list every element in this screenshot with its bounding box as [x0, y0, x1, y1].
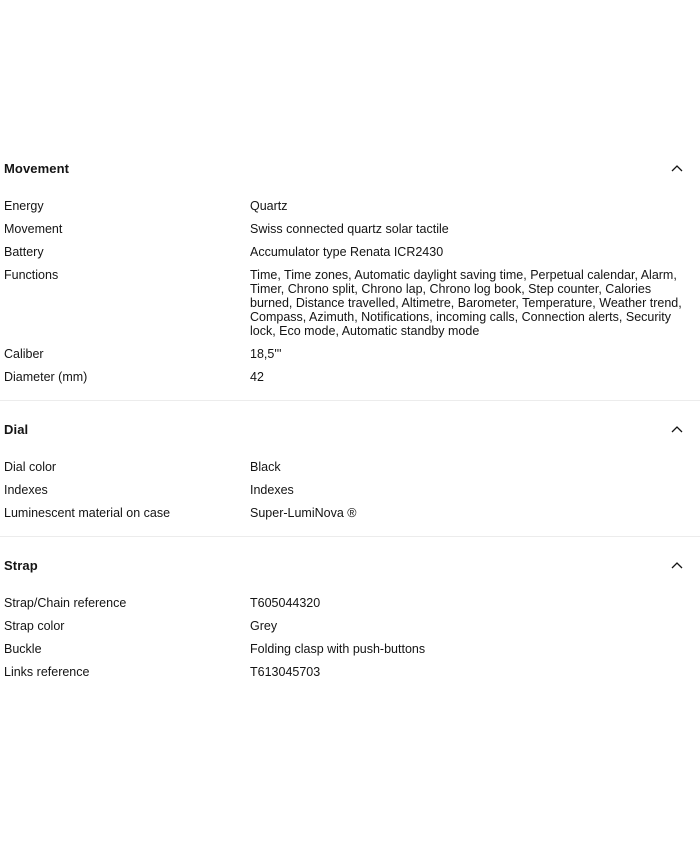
spec-value: Folding clasp with push-buttons: [250, 641, 426, 656]
spec-row-battery: [0, 240, 700, 263]
section-title: Strap: [4, 557, 38, 573]
spec-value: Quartz: [250, 198, 288, 213]
spec-row-indexes: [0, 478, 700, 501]
spec-value: T613045703: [250, 664, 321, 679]
spec-row-dial-color: [0, 455, 700, 478]
spec-row-buckle: [0, 637, 700, 660]
section-title: Movement: [4, 160, 70, 176]
spec-value: Grey: [250, 618, 278, 633]
spec-row-links-reference: [0, 660, 700, 683]
spec-label: Buckle: [4, 641, 42, 656]
chevron-up-icon[interactable]: [670, 161, 684, 175]
chevron-up-icon[interactable]: [670, 422, 684, 436]
specifications-panel: [0, 150, 700, 695]
spec-label: Links reference: [4, 664, 90, 679]
spec-label: Energy: [4, 198, 44, 213]
spec-label: Functions: [4, 267, 59, 282]
spec-row-movement: [0, 217, 700, 240]
spec-value: Super-LumiNova ®: [250, 505, 357, 520]
section-movement-header[interactable]: [0, 150, 700, 186]
section-dial-header[interactable]: [0, 411, 700, 447]
spec-row-functions: [0, 263, 700, 342]
chevron-up-icon[interactable]: [670, 558, 684, 572]
section-dial: [0, 401, 700, 537]
spec-value: Black: [250, 459, 281, 474]
spec-value: T605044320: [250, 595, 321, 610]
spec-value: Indexes: [250, 482, 294, 497]
spec-label: Indexes: [4, 482, 48, 497]
spec-label: Movement: [4, 221, 63, 236]
spec-label: Dial color: [4, 459, 57, 474]
spec-label: Strap/Chain reference: [4, 595, 127, 610]
section-strap-header[interactable]: [0, 547, 700, 583]
spec-row-energy: [0, 194, 700, 217]
spec-value: 18,5''': [250, 346, 282, 361]
section-movement: [0, 150, 700, 401]
spec-row-diameter: [0, 365, 700, 388]
spec-row-caliber: [0, 342, 700, 365]
spec-label: Diameter (mm): [4, 369, 88, 384]
spec-label: Luminescent material on case: [4, 505, 171, 520]
spec-value: 42: [250, 369, 264, 384]
spec-value: Swiss connected quartz solar tactile: [250, 221, 449, 236]
spec-value: Accumulator type Renata ICR2430: [250, 244, 444, 259]
section-title: Dial: [4, 421, 29, 437]
spec-row-strap-reference: [0, 591, 700, 614]
section-strap: [0, 537, 700, 695]
spec-row-strap-color: [0, 614, 700, 637]
spec-label: Caliber: [4, 346, 44, 361]
spec-value: Time, Time zones, Automatic daylight saving time, Perpetual calendar, Alarm, Timer, Chrono split, Chrono lap, Chrono log book, Step counter, Calories burned, Distance travelled, Altimetre, Barometer, Temperature, Weather trend, Compass, Azimuth, Notifications, incoming calls, Connection alerts, Security lock, Eco mode, Automatic standby mode: [250, 267, 682, 338]
spec-row-luminescent: [0, 501, 700, 524]
spec-label: Battery: [4, 244, 44, 259]
spec-label: Strap color: [4, 618, 65, 633]
